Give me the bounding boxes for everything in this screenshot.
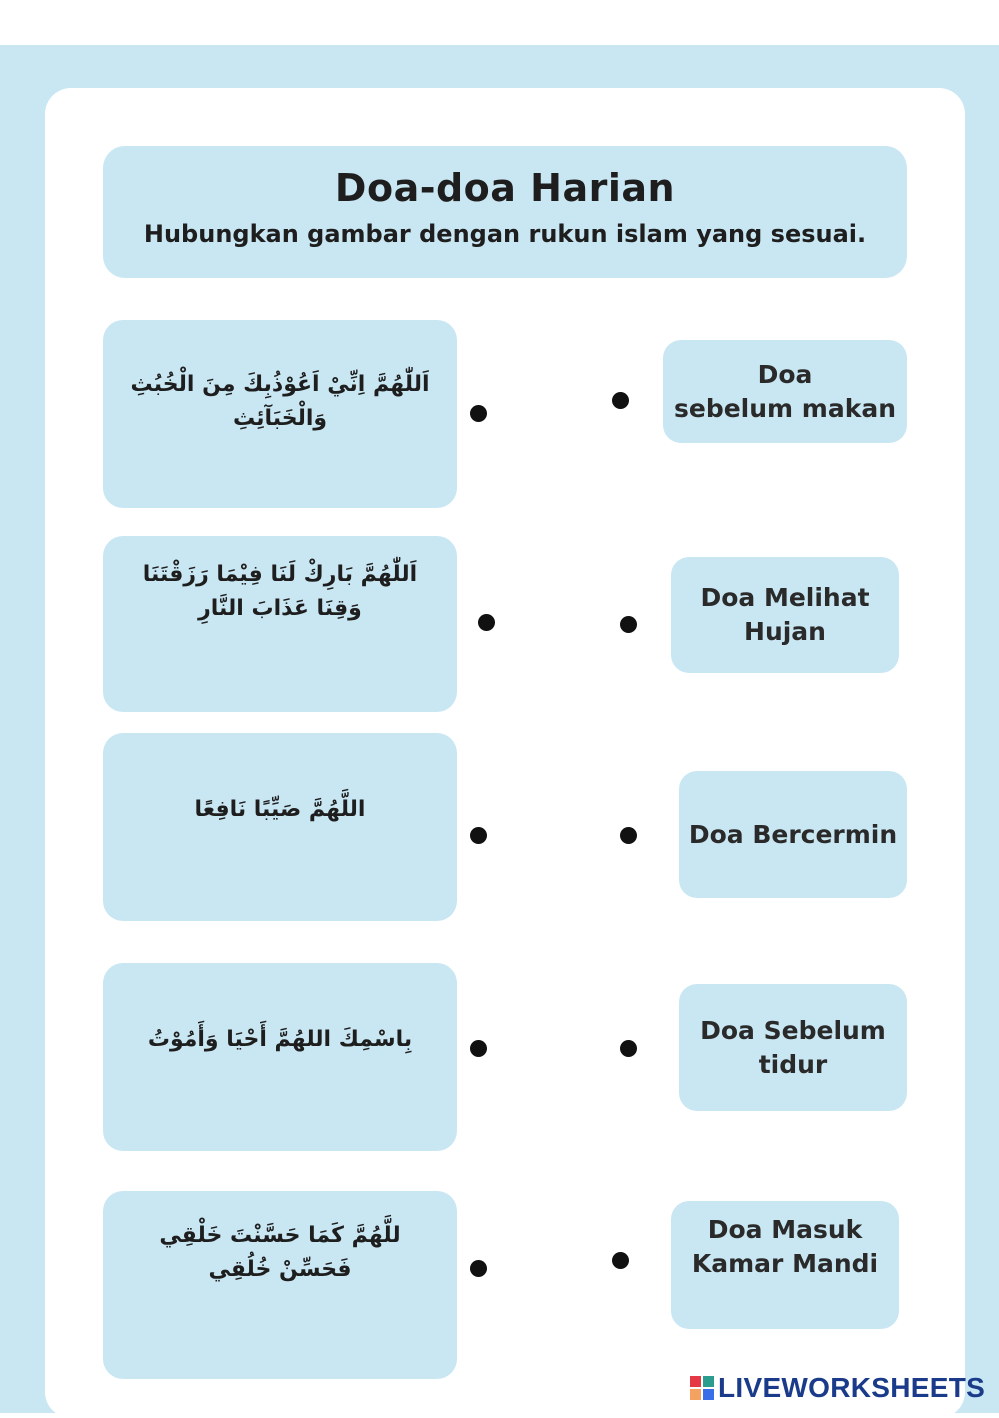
label-box-melihat-hujan	[671, 557, 899, 673]
match-dot-left-4[interactable]	[470, 1040, 487, 1057]
label-line: Doa Bercermin	[688, 819, 898, 849]
label-box-sebelum-makan	[663, 340, 907, 443]
match-dot-right-4[interactable]	[620, 1040, 637, 1057]
match-dot-right-5[interactable]	[612, 1252, 629, 1269]
label-line: Doa	[757, 359, 813, 389]
label-line: Hujan	[744, 617, 826, 646]
prayer-text: بِاسْمِكَ اللهُمَّ أَحْيَا وَأَمُوْتُ	[147, 1027, 413, 1052]
label-line: sebelum makan	[673, 393, 897, 423]
header-box	[103, 146, 907, 278]
label-line: Kamar Mandi	[691, 1249, 879, 1278]
prayer-text: اَللّٰهُمَّ بَارِكْ لَنَا فِيْمَا رَزَقْتَنَا وَقِنَا عَذَابَ النَّارِ	[142, 562, 418, 621]
prayer-text: للَّهُمَّ كَمَا حَسَّنْتَ خَلْقِي فَحَسِّنْ خُلُقِي	[159, 1223, 401, 1282]
page-instructions: Hubungkan gambar dengan rukun islam yang sesuai.	[143, 220, 867, 248]
match-dot-right-3[interactable]	[620, 827, 637, 844]
liveworksheets-icon	[690, 1376, 714, 1400]
match-dot-left-3[interactable]	[470, 827, 487, 844]
label-line: tidur	[758, 1049, 828, 1079]
label-box-masuk-kamar-mandi	[671, 1201, 899, 1329]
label-line: Doa Masuk	[707, 1215, 863, 1244]
prayer-text: اللَّهُمَّ صَيِّبًا نَافِعًا	[194, 797, 366, 822]
match-dot-left-1[interactable]	[470, 405, 487, 422]
label-box-bercermin	[679, 771, 907, 898]
label-line: Doa Melihat	[700, 583, 870, 612]
liveworksheets-logo	[690, 1372, 985, 1404]
label-line: Doa Sebelum	[700, 1015, 886, 1045]
match-dot-left-5[interactable]	[470, 1260, 487, 1277]
prayer-box-4	[103, 963, 457, 1151]
prayer-text: اَللّٰهُمَّ اِنِّيْ اَعُوْذُبِكَ مِنَ الْخُبُثِ وَالْخَبَآئِثِ	[130, 372, 430, 431]
match-dot-left-2[interactable]	[478, 614, 495, 631]
page-title: Doa-doa Harian	[334, 166, 676, 210]
match-dot-right-2[interactable]	[620, 616, 637, 633]
prayer-box-3	[103, 733, 457, 921]
prayer-box-2	[103, 536, 457, 712]
label-box-sebelum-tidur	[679, 984, 907, 1111]
prayer-box-5	[103, 1191, 457, 1379]
liveworksheets-text: LIVEWORKSHEETS	[718, 1372, 986, 1403]
prayer-box-1	[103, 320, 457, 508]
match-dot-right-1[interactable]	[612, 392, 629, 409]
